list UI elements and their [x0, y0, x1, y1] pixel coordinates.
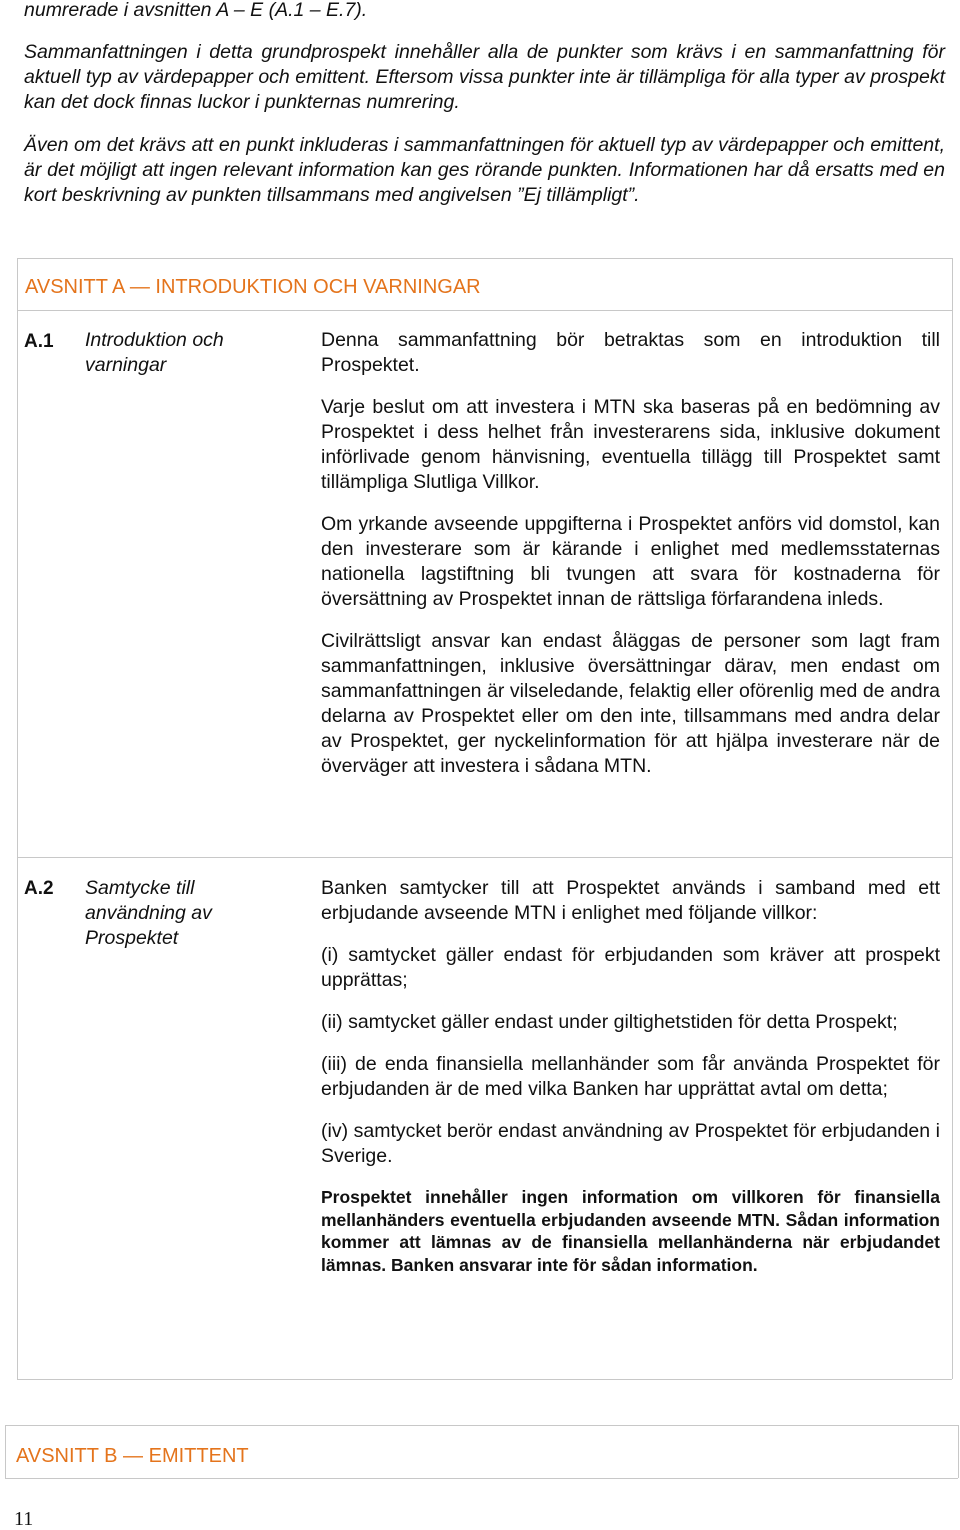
table-border-right	[952, 258, 953, 1379]
table-border-left	[5, 1425, 6, 1478]
paragraph: (iv) samtycket berör endast användning av Prospektet för erbjudanden i Sverige.	[321, 1120, 940, 1167]
paragraph: Banken samtycker till att Prospektet används i samband med ett erbjudande avseende MTN i enlighet med följande villkor:	[321, 877, 940, 924]
table-rule	[17, 857, 952, 858]
notice-paragraph: Prospektet innehåller ingen information om villkoren för finansiella mellanhänders eventuella erbjudanden avseende MTN. Sådan information kommer att lämnas av de finansiella mellanhänderna när erbjudandet lämnas. Banken ansvarar inte för sådan information.	[321, 1187, 940, 1275]
row-content	[321, 876, 940, 1276]
row-number: A.1	[24, 331, 54, 352]
paragraph: (ii) samtycket gäller endast under giltighetstiden för detta Prospekt;	[321, 1011, 898, 1033]
paragraph: Varje beslut om att investera i MTN ska baseras på en bedömning av Prospektet i dess helhet från investerarens sida, inklusive dokument införlivade genom hänvisning, eventuella tillägg till Prospektet samt tillämpliga Slutliga Villkor.	[321, 396, 940, 493]
row-number: A.2	[24, 878, 54, 899]
section-b-heading: AVSNITT B — EMITTENT	[16, 1445, 249, 1467]
paragraph: Civilrättsligt ansvar kan endast åläggas de personer som lagt fram sammanfattningen, inklusive översättningar därav, men endast om sammanfattningen är vilseledande, felaktig eller oförenlig med de andra delarna av Prospektet eller om den inte, tillsammans med andra delar av Prospektet, ger nyckelinformation för att hjälpa investerare när de överväger att investera i sådana MTN.	[321, 630, 940, 777]
table-rule	[17, 258, 952, 259]
section-a-heading: AVSNITT A — INTRODUKTION OCH VARNINGAR	[25, 276, 481, 298]
row-label: Introduktion och varningar	[85, 329, 224, 376]
table-rule	[5, 1425, 958, 1426]
intro-paragraph-3: Även om det krävs att en punkt inkluderas i sammanfattningen för aktuell typ av värdepapper och emittent, är det möjligt att ingen relevant information kan ges rörande punkten. Informationen har då ersatts med en kort beskrivning av punkten tillsammans med angivelsen ”Ej tillämpligt”.	[24, 134, 945, 206]
paragraph: Om yrkande avseende uppgifterna i Prospektet anförs vid domstol, kan den investerare som är kärande i enlighet med medlemsstaternas nationella lagstiftning bli tvungen att svara för kostnaderna för översättning av Prospektet innan de rättsliga förfarandena inleds.	[321, 513, 940, 610]
paragraph: (i) samtycket gäller endast för erbjudanden som kräver att prospekt upprättas;	[321, 944, 940, 991]
intro-paragraph-2: Sammanfattningen i detta grundprospekt innehåller alla de punkter som krävs i en sammanfattning för aktuell typ av värdepapper och emittent. Eftersom vissa punkter inte är tillämpliga för alla typer av prospekt kan det dock finnas luckor i punkternas numrering.	[24, 41, 945, 113]
table-border-left	[17, 258, 18, 1379]
paragraph: (iii) de enda finansiella mellanhänder som får använda Prospektet för erbjudanden är de med vilka Banken har upprättat avtal om detta;	[321, 1053, 940, 1100]
row-content	[321, 328, 940, 779]
table-rule	[17, 310, 952, 311]
table-rule	[5, 1478, 958, 1479]
row-label: Samtycke till användning av Prospektet	[85, 877, 212, 949]
paragraph: Denna sammanfattning bör betraktas som en introduktion till Prospektet.	[321, 329, 940, 376]
page-number: 11	[14, 1508, 34, 1530]
table-border-right	[958, 1425, 959, 1478]
intro-paragraph-1: numrerade i avsnitten A – E (A.1 – E.7).	[24, 0, 368, 21]
table-rule	[17, 1379, 952, 1380]
